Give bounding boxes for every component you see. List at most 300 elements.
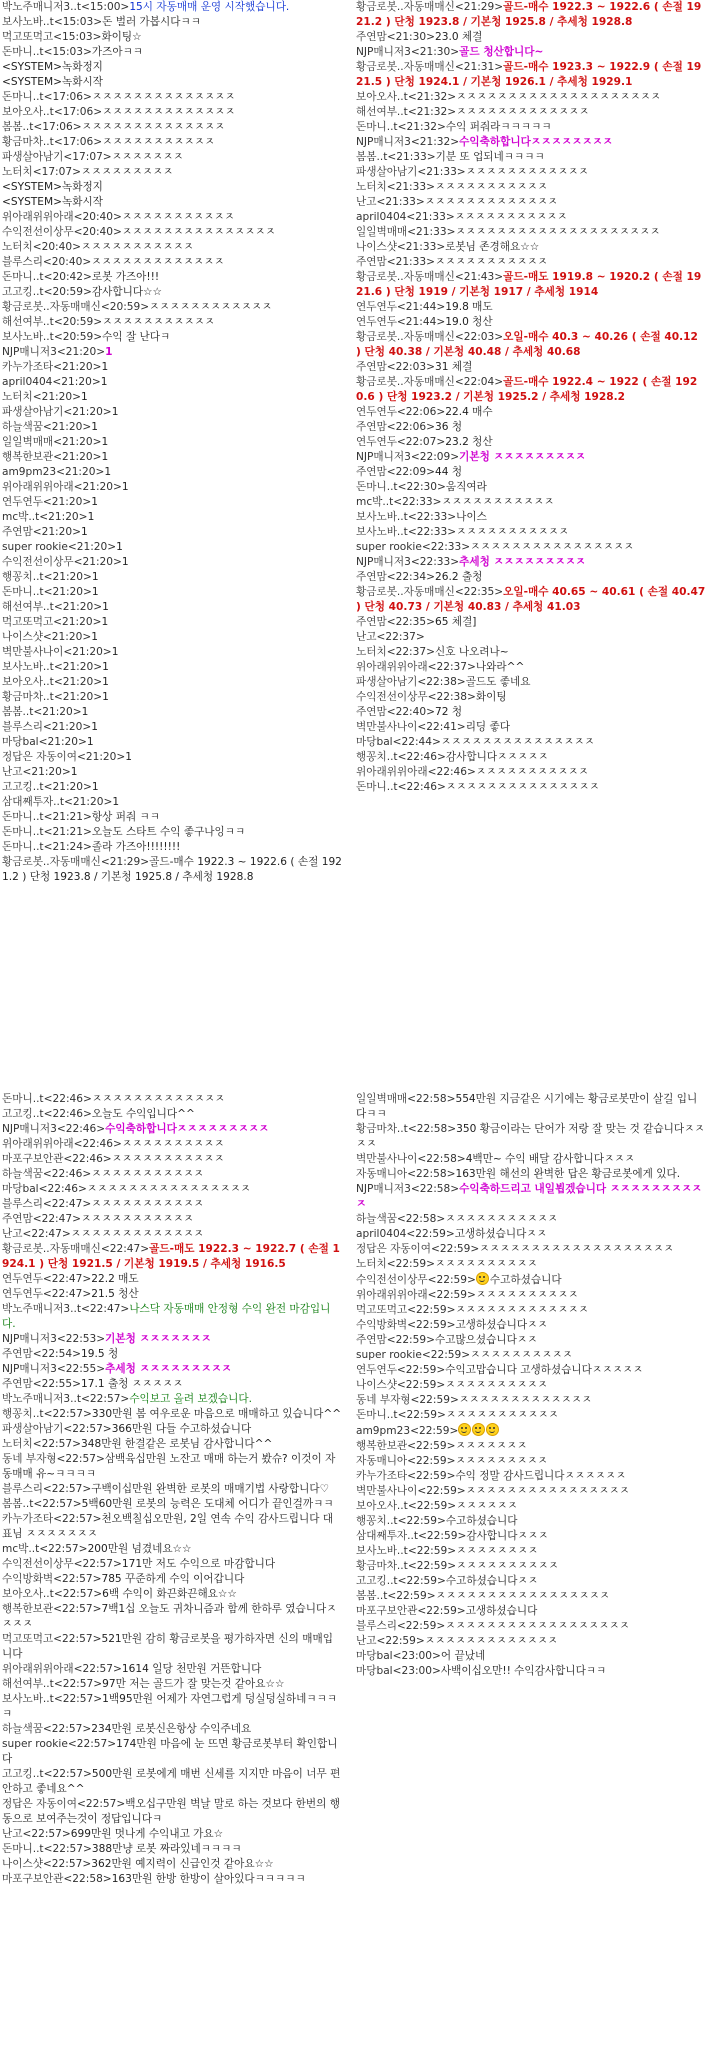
chat-username: 나이스샷<21:33> [356, 241, 446, 253]
chat-message [2, 1302, 342, 1332]
chat-username: 보사노바..t<20:59> [2, 331, 103, 343]
chat-text: ㅈㅈㅈㅈㅈㅈㅈㅈㅈㅈㅈ [91, 1168, 204, 1180]
chat-username: 수익전선이상무<21:20> [2, 556, 122, 568]
chat-text: ㅈㅈㅈㅈㅈㅈㅈㅈㅈㅈㅈㅈㅈ [102, 106, 236, 118]
chat-username: 위아래위위아래<22:37> [356, 661, 476, 673]
chat-text: 26.2 출청 [434, 571, 483, 583]
chat-text: ㅈㅈㅈㅈㅈㅈㅈㅈㅈㅈㅈㅈㅈㅈ [81, 121, 225, 133]
chat-text: 348만원 한결같은 로봇님 감사합니다^^ [80, 1438, 273, 1450]
chat-username: 주연맘<22:47> [2, 1213, 81, 1225]
chat-text: ㅈㅈㅈㅈㅈㅈㅈㅈ [456, 1545, 538, 1557]
chat-message [2, 420, 342, 435]
chat-message [356, 1348, 706, 1363]
chat-text: 수고많으셨습니다ㅈㅈ [434, 1334, 538, 1346]
chat-username: 황금마차..t<22:58> [356, 1123, 457, 1135]
chat-username: 마당bal<21:20> [2, 736, 87, 748]
chat-username: 봄봄..t<22:57> [2, 1498, 82, 1510]
chat-username: 파생살아남기<21:20> [2, 406, 112, 418]
chat-message [2, 675, 342, 690]
chat-username: NJP매니저3<22:33> [356, 556, 460, 568]
chat-text: 돈 벌러 가봅시다ㅋㅋ [102, 16, 201, 28]
chat-message [2, 1227, 342, 1242]
chat-username: 나이스샷<21:20> [2, 631, 92, 643]
chat-text: 녹화시작 [61, 196, 103, 208]
chat-username: 수익전선이상무<22:59> [356, 1274, 476, 1286]
chat-username: april0404<21:20> [2, 376, 101, 388]
chat-username: 주연맘<21:20> [2, 526, 81, 538]
chat-username: super rookie<21:20> [2, 541, 117, 553]
chat-text: 수익축하합니다ㅈㅈㅈㅈㅈㅈㅈㅈ [459, 136, 613, 148]
chat-message [2, 60, 342, 75]
chat-username: 먹고또먹고<15:03> [2, 31, 102, 43]
chat-username: 주연맘<22:03> [356, 361, 435, 373]
chat-username: 해선여부..t<21:32> [356, 106, 457, 118]
chat-text: ㅈㅈㅈㅈㅈㅈㅈㅈㅈㅈㅈ [111, 1153, 225, 1165]
chat-message [2, 30, 342, 45]
chat-username: 수익전선이상무<20:40> [2, 226, 122, 238]
chat-text: 1 [91, 496, 98, 508]
chat-text: 31 체결 [434, 361, 473, 373]
chat-message [356, 495, 706, 510]
chat-username: 돈마니..t<22:59> [356, 1409, 446, 1421]
chat-message [356, 480, 706, 495]
chat-username: 돈마니..t<22:57> [2, 1843, 92, 1855]
chat-message [356, 1227, 706, 1242]
chat-text: 1 [91, 781, 99, 793]
chat-message [356, 165, 706, 180]
chat-message [2, 195, 342, 210]
chat-text: 천오백칠십오만원, 2일 연속 수익 감사드립니다 대표님 ㅈㅈㅈㅈㅈㅈㅈ [2, 1513, 334, 1540]
chat-text: 고생하셨습니다ㅈㅈ [455, 1319, 548, 1331]
chat-message [2, 1437, 342, 1452]
chat-username: <SYSTEM> [2, 196, 62, 208]
chat-message [2, 1542, 342, 1557]
chat-username: 먹고또먹고<21:20> [2, 616, 102, 628]
chat-text: 1 [102, 676, 109, 688]
chat-username: NJP매니저3<22:58> [356, 1183, 460, 1195]
chat-message [356, 1378, 706, 1393]
chat-message [2, 1377, 342, 1392]
chat-message [356, 1634, 706, 1649]
chat-text: 감사합니다☆☆ [91, 286, 163, 298]
chat-username: 보사노바..t<21:20> [2, 661, 103, 673]
chat-text: 골드-매수 1922.3 ~ 1922.6 ( 손절 1921.2 ) 단청 1923.8 / 기본청 1925.8 / 추세청 1928.8 [356, 1, 702, 28]
chat-username: NJP매니저3<21:30> [356, 46, 460, 58]
chat-username: 보사노바..t<15:03> [2, 16, 103, 28]
chat-text: ㅈㅈㅈㅈㅈㅈㅈㅈㅈㅈㅈㅈㅈ [424, 196, 558, 208]
chat-message [2, 1602, 342, 1632]
chat-username: 하늘색꿈<22:58> [356, 1213, 446, 1225]
chat-username: 난고<21:33> [356, 196, 425, 208]
chat-message [356, 240, 706, 255]
chat-text: ㅈㅈㅈㅈㅈㅈㅈㅈㅈㅈㅈㅈㅈ [91, 256, 225, 268]
chat-username: 연두연두<22:47> [2, 1288, 92, 1300]
chat-username: 동네 부자형<22:59> [356, 1394, 459, 1406]
chat-username: 해선여부..t<20:59> [2, 316, 103, 328]
chat-username: 황금로봇..자동매매신<22:03> [356, 331, 504, 343]
chat-text: 1 [101, 451, 109, 463]
chat-message [356, 750, 706, 765]
chat-message [356, 120, 706, 135]
chat-message [2, 1692, 342, 1722]
chat-message [356, 195, 706, 210]
chat-username: 자동매니아<22:58> [356, 1168, 456, 1180]
chat-message [2, 510, 342, 525]
chat-message [2, 795, 342, 810]
chat-text: ㅈㅈㅈㅈㅈㅈㅈㅈㅈㅈㅈㅈㅈㅈㅈㅈㅈ [435, 1590, 610, 1602]
chat-username: 노터치<17:07> [2, 166, 81, 178]
chat-text: 1 [105, 346, 113, 358]
chat-message [2, 1347, 342, 1362]
chat-text: 1 [80, 391, 88, 403]
chat-message [356, 1619, 706, 1634]
chat-message [356, 1574, 706, 1589]
chat-username: 보사노바..t<22:57> [2, 1693, 103, 1705]
chat-message [356, 675, 706, 690]
chat-username: 연두연두<22:06> [356, 406, 446, 418]
chat-text: 오일-매수 40.65 ~ 40.61 ( 손절 40.47 ) 단청 40.73 / 기본청 40.83 / 추세청 41.03 [356, 586, 706, 613]
chat-username: 카누가조타<21:20> [2, 361, 102, 373]
chat-text: 1 [101, 616, 109, 628]
chat-text: ㅈㅈㅈㅈㅈㅈㅈㅈㅈㅈ [121, 1138, 225, 1150]
chat-username: am9pm23<22:59> [356, 1425, 459, 1437]
chat-username: 보사노바..t<22:33> [356, 511, 457, 523]
chat-message [356, 1272, 706, 1288]
chat-username: 돈마니..t<15:03> [2, 46, 92, 58]
chat-text: 19.8 매도 [445, 301, 493, 313]
chat-message [356, 1529, 706, 1544]
chat-text: 1 [91, 421, 98, 433]
chat-username: 황금마차..t<22:59> [356, 1560, 457, 1572]
chat-message [2, 1212, 342, 1227]
chat-text: 감사합니다ㅈㅈㅈㅈㅈ [445, 751, 549, 763]
chat-username: 삼대째투자..t<22:59> [356, 1530, 467, 1542]
chat-username: 블루스리<21:20> [2, 721, 92, 733]
chat-text: 골드 청산합니다~ [459, 46, 544, 58]
chat-message [2, 1392, 342, 1407]
chat-username: NJP매니저3<22:55> [2, 1363, 106, 1375]
chat-text: 699만원 멋나게 수익내고 가요☆ [70, 1828, 224, 1840]
chat-text: ㅈㅈㅈㅈㅈㅈㅈㅈㅈㅈㅈㅈㅈㅈㅈㅈㅈㅈㅈㅈ [455, 226, 661, 238]
chat-text: ㅈㅈㅈㅈㅈㅈㅈㅈㅈㅈㅈㅈㅈㅈㅈㅈ [470, 541, 634, 553]
chat-text: 감사합니다ㅈㅈㅈ [466, 1530, 549, 1542]
chat-message [2, 1842, 342, 1857]
chat-message [356, 210, 706, 225]
chat-username: 블루스리<22:57> [2, 1483, 92, 1495]
chat-message [2, 225, 342, 240]
chat-username: 황금마차..t<17:06> [2, 136, 103, 148]
chat-message [356, 300, 706, 315]
chat-message [356, 315, 706, 330]
chat-text: 1백95만원 어제가 자연그럽게 덩실덩실하네ㅋㅋㅋㅋ [2, 1693, 338, 1720]
chat-text: 350 황금이라는 단어가 저랑 잘 맞는 것 같습니다ㅈㅈㅈㅈ [356, 1123, 705, 1150]
chat-username: NJP매니저3<21:20> [2, 346, 106, 358]
chat-message [2, 840, 342, 855]
chat-username: 보아오사..t<17:06> [2, 106, 103, 118]
chat-message [2, 1272, 342, 1287]
chat-message [2, 1152, 342, 1167]
chat-text: 163만원 해선의 완벽한 답은 황금로봇에게 있다. [455, 1168, 681, 1180]
chat-message [2, 1197, 342, 1212]
chat-text: 65 체결] [434, 616, 477, 628]
chat-message [356, 465, 706, 480]
chat-text: ㅈㅈㅈㅈㅈㅈㅈㅈㅈㅈㅈ [102, 316, 215, 328]
chat-username: 하늘색꿈<22:57> [2, 1723, 92, 1735]
chat-username: 돈마니..t<20:42> [2, 271, 92, 283]
chat-username: 위아래위위아래<21:20> [2, 481, 122, 493]
chat-text: 오늘도 수익입니다^^ [91, 1108, 195, 1120]
chat-message [356, 555, 706, 570]
chat-text: 23.2 청산 [445, 436, 493, 448]
chat-text: ㅈㅈㅈㅈㅈㅈㅈㅈㅈㅈㅈㅈㅈ [455, 1304, 589, 1316]
chat-text: 화이팅☆ [101, 31, 142, 43]
chat-message [2, 765, 342, 780]
chat-message [356, 585, 706, 615]
chat-text: 고생하셨습니다ㅈㅈ [454, 1228, 547, 1240]
chat-message [356, 1484, 706, 1499]
chat-username: 행꽁치..t<21:20> [2, 571, 92, 583]
chat-text: 1 [111, 406, 119, 418]
chat-username: 난고<21:20> [2, 766, 71, 778]
chat-message [2, 735, 342, 750]
chat-username: 마당bal<23:00> [356, 1665, 441, 1677]
chat-message [2, 1242, 342, 1272]
chat-message [2, 855, 342, 885]
chat-username: 행꽁치..t<22:57> [2, 1408, 92, 1420]
chat-message [356, 525, 706, 540]
chat-message [2, 450, 342, 465]
chat-text: 나스닥 자동매매 안정형 수익 완전 마감입니다. [2, 1303, 331, 1330]
chat-username: 나이스샷<22:57> [2, 1858, 92, 1870]
chat-text: ㅈㅈㅈㅈㅈㅈㅈㅈㅈㅈ [445, 1379, 548, 1391]
chat-text: 1 [104, 466, 112, 478]
chat-text: 234만원 로봇신은항상 수익주네요 [91, 1723, 252, 1735]
chat-username: 일일벽매매<21:20> [2, 436, 102, 448]
chat-text: 1 [91, 586, 99, 598]
chat-text: 1 [70, 766, 78, 778]
chat-text: ㅈㅈㅈㅈㅈㅈㅈㅈㅈㅈㅈㅈㅈㅈㅈ [440, 736, 595, 748]
chat-message [2, 285, 342, 300]
chat-username: 위아래위위아래<20:40> [2, 211, 122, 223]
chat-message [356, 1363, 706, 1378]
chat-message [356, 1604, 706, 1619]
chat-username: super rookie<22:57> [2, 1738, 117, 1750]
chat-username: 황금마차..t<21:20> [2, 691, 103, 703]
chat-username: 황금로봇..자동매매신<21:43> [356, 271, 504, 283]
chat-username: 주연맘<22:54> [2, 1348, 81, 1360]
chat-message [2, 1407, 342, 1422]
chat-message [356, 180, 706, 195]
chat-username: 파생살아남기<22:57> [2, 1423, 112, 1435]
chat-username: 노터치<21:20> [2, 391, 81, 403]
chat-message [2, 1557, 342, 1572]
chat-text: 1 [91, 721, 98, 733]
chat-text: ㅈㅈㅈㅈㅈㅈㅈㅈㅈㅈㅈㅈㅈㅈㅈ [445, 781, 600, 793]
chat-message [2, 1482, 342, 1497]
chat-username: 연두연두<22:07> [356, 436, 446, 448]
chat-text: 추세청 ㅈㅈㅈㅈㅈㅈㅈㅈㅈ [459, 556, 586, 568]
chat-username: 연두연두<21:44> [356, 301, 446, 313]
chat-text: 고생하셨습니다 [465, 1605, 538, 1617]
chat-username: <SYSTEM> [2, 181, 62, 193]
chat-message [356, 30, 706, 45]
chat-text: 수익 잘 난다ㅋ [102, 331, 171, 343]
chat-text: 수고하셨습니다 [445, 1515, 518, 1527]
chat-username: 하늘색꿈<21:20> [2, 421, 92, 433]
chat-username: 수익방화벽<22:59> [356, 1319, 456, 1331]
chat-message [2, 1722, 342, 1737]
chat-username: 노터치<22:37> [356, 646, 435, 658]
chat-message [2, 1137, 342, 1152]
chat-text: 6백 수익이 화끈화끈해요☆☆ [102, 1588, 237, 1600]
chat-username: 수익전선이상무<22:38> [356, 691, 476, 703]
chat-text: 1 [121, 481, 129, 493]
chat-message [2, 435, 342, 450]
chat-text: 1 [101, 361, 109, 373]
chat-message [356, 1544, 706, 1559]
chat-message [2, 255, 342, 270]
chat-message [356, 0, 706, 30]
chat-text: 1 [87, 511, 95, 523]
chat-message [2, 1572, 342, 1587]
chat-message [356, 1454, 706, 1469]
chat-username: 고고킹..t<21:20> [2, 781, 92, 793]
chat-username: 보사노바..t<22:59> [356, 1545, 457, 1557]
chat-username: 황금로봇..자동매매신<22:35> [356, 586, 504, 598]
chat-message [2, 210, 342, 225]
chat-username: 위아래위위아래<22:46> [356, 766, 476, 778]
chat-message [356, 765, 706, 780]
chat-username: 돈마니..t<22:46> [2, 1093, 92, 1105]
chat-text: ㅈㅈㅈㅈㅈㅈㅈㅈㅈㅈㅈ [102, 136, 215, 148]
chat-text: ㅈㅈㅈㅈㅈㅈㅈ [111, 151, 184, 163]
chat-text: 화이팅 [475, 691, 507, 703]
chat-text: 22.4 매수 [445, 406, 493, 418]
chat-message [356, 540, 706, 555]
chat-text: 리딩 좋다 [465, 721, 510, 733]
chat-text: 1 [86, 736, 94, 748]
chat-text: 554만원 지금같은 시기에는 황금로봇만이 살길 입니다ㅋㅋ [356, 1093, 698, 1120]
chat-username: 노터치<21:33> [356, 181, 435, 193]
chat-username: 행복한보관<22:57> [2, 1603, 102, 1615]
chat-username: 주연맘<21:30> [356, 31, 435, 43]
chat-message [356, 630, 706, 645]
chat-text: 174만원 마음에 눈 뜨면 황금로봇부터 확인합니다 [2, 1738, 338, 1765]
chat-text: 15시 자동매매 운영 시작했습니다. [129, 1, 290, 13]
chat-message [2, 405, 342, 420]
chat-message [356, 225, 706, 240]
chat-text: 로봇 가즈아!!! [91, 271, 160, 283]
chat-text: ㅈㅈㅈㅈㅈㅈㅈㅈㅈㅈㅈㅈㅈㅈㅈㅈㅈㅈㅈㅈ [456, 91, 661, 103]
chat-text: 나이스 [456, 511, 487, 523]
chat-username: april0404<22:59> [356, 1228, 455, 1240]
chat-text: 366만원 다들 수고하셨습니다 [111, 1423, 252, 1435]
chat-username: 수익방화벽<22:57> [2, 1573, 102, 1585]
chat-text: 1 [80, 526, 88, 538]
chat-username: 카누가조타<22:57> [2, 1513, 102, 1525]
chat-message [356, 450, 706, 465]
chat-message [2, 690, 342, 705]
chat-message [356, 780, 706, 795]
chat-text: 1 [111, 646, 119, 658]
chat-username: 나이스샷<22:59> [356, 1379, 446, 1391]
chat-message [356, 645, 706, 660]
chat-message [356, 615, 706, 630]
chat-message [2, 660, 342, 675]
chat-username: 행꽁치..t<22:46> [356, 751, 446, 763]
chat-text: 19.5 청 [80, 1348, 119, 1360]
chat-username: 봄봄..t<21:33> [356, 151, 436, 163]
chat-message [356, 405, 706, 420]
chat-text: 388만냥 로봇 짜라있네ㅋㅋㅋㅋ [91, 1843, 242, 1855]
chat-text: 163만원 한방 한방이 살아있다ㅋㅋㅋㅋㅋ [111, 1873, 306, 1885]
chat-message [2, 180, 342, 195]
chat-text: 5백60만원 로봇의 능력은 도대체 어디가 끝인걸까ㅋㅋ [81, 1498, 334, 1510]
chat-username: 위아래위위아래<22:59> [356, 1289, 476, 1301]
chat-message [2, 1092, 342, 1107]
chat-text: ㅈㅈㅈㅈㅈㅈㅈㅈㅈㅈ [475, 1289, 579, 1301]
chat-username: 하늘색꿈<22:46> [2, 1168, 92, 1180]
chat-message [356, 1514, 706, 1529]
chat-text: 골드-매수 1923.3 ~ 1922.9 ( 손절 1921.5 ) 단청 1924.1 / 기본청 1926.1 / 추세청 1929.1 [356, 61, 702, 88]
chat-username: 노터치<20:40> [2, 241, 81, 253]
chat-text: 기본청 ㅈㅈㅈㅈㅈㅈㅈ [105, 1333, 212, 1345]
chat-message [2, 1512, 342, 1542]
chat-text: 움직여라 [445, 481, 487, 493]
chat-text: ㅈㅈㅈㅈㅈㅈㅈㅈㅈㅈㅈㅈㅈㅈㅈㅈㅈㅈㅈ [479, 1243, 674, 1255]
smile-emoji-icon [486, 1423, 499, 1436]
chat-username: 위아래위위아래<22:46> [2, 1138, 122, 1150]
chat-text: ㅈㅈㅈㅈㅈㅈㅈㅈㅈㅈㅈㅈㅈㅈㅈㅈ [86, 1183, 251, 1195]
chat-username: 블루스리<22:47> [2, 1198, 92, 1210]
chat-text: 골드도 좋네요 [465, 676, 531, 688]
chat-message [2, 90, 342, 105]
chat-username: 주연맘<22:35> [356, 616, 435, 628]
chat-username: 동네 부자형<22:57> [2, 1453, 105, 1465]
chat-username: 해선여부..t<22:57> [2, 1678, 103, 1690]
chat-username: <SYSTEM> [2, 61, 62, 73]
chat-text: 362만원 예지력이 신급인것 같아요☆☆ [91, 1858, 274, 1870]
chat-username: 황금로봇..자동매매신<22:04> [356, 376, 504, 388]
chat-text: 기본청 ㅈㅈㅈㅈㅈㅈㅈㅈㅈ [459, 451, 586, 463]
chat-username: NJP매니저3<22:46> [2, 1123, 106, 1135]
chat-username: 고고킹..t<22:46> [2, 1108, 92, 1120]
chat-username: 마당bal<23:00> [356, 1650, 441, 1662]
chat-message [2, 480, 342, 495]
chat-text: 7백1십 오늘도 귀차니즘과 함께 한하루 였습니다ㅈㅈㅈㅈ [2, 1603, 337, 1630]
chat-username: super rookie<22:33> [356, 541, 471, 553]
chat-text: 17.1 출청 ㅈㅈㅈㅈㅈ [80, 1378, 183, 1390]
chat-text: 500만원 로봇에게 매번 신세를 지지만 마음이 너무 편안하고 좋네요^^ [2, 1768, 341, 1795]
chat-message [2, 75, 342, 90]
chat-text: ㅈㅈㅈㅈㅈㅈㅈㅈㅈㅈㅈ [80, 1213, 194, 1225]
chat-message [356, 510, 706, 525]
chat-message [2, 135, 342, 150]
chat-username: 정답은 자동이여<22:57> [2, 1798, 126, 1810]
chat-message [356, 1649, 706, 1664]
chat-text: 1 [102, 661, 109, 673]
chat-text: 졸라 가즈아!!!!!!!! [91, 841, 181, 853]
chat-message [2, 525, 342, 540]
chat-message [2, 1632, 342, 1662]
chat-text: 어 끝났네 [440, 1650, 486, 1662]
chat-message [2, 645, 342, 660]
chat-username: 봄봄..t<22:59> [356, 1590, 436, 1602]
chat-message [356, 150, 706, 165]
chat-message [356, 1469, 706, 1484]
chat-log-panel-4 [356, 1092, 706, 2060]
chat-message [2, 495, 342, 510]
